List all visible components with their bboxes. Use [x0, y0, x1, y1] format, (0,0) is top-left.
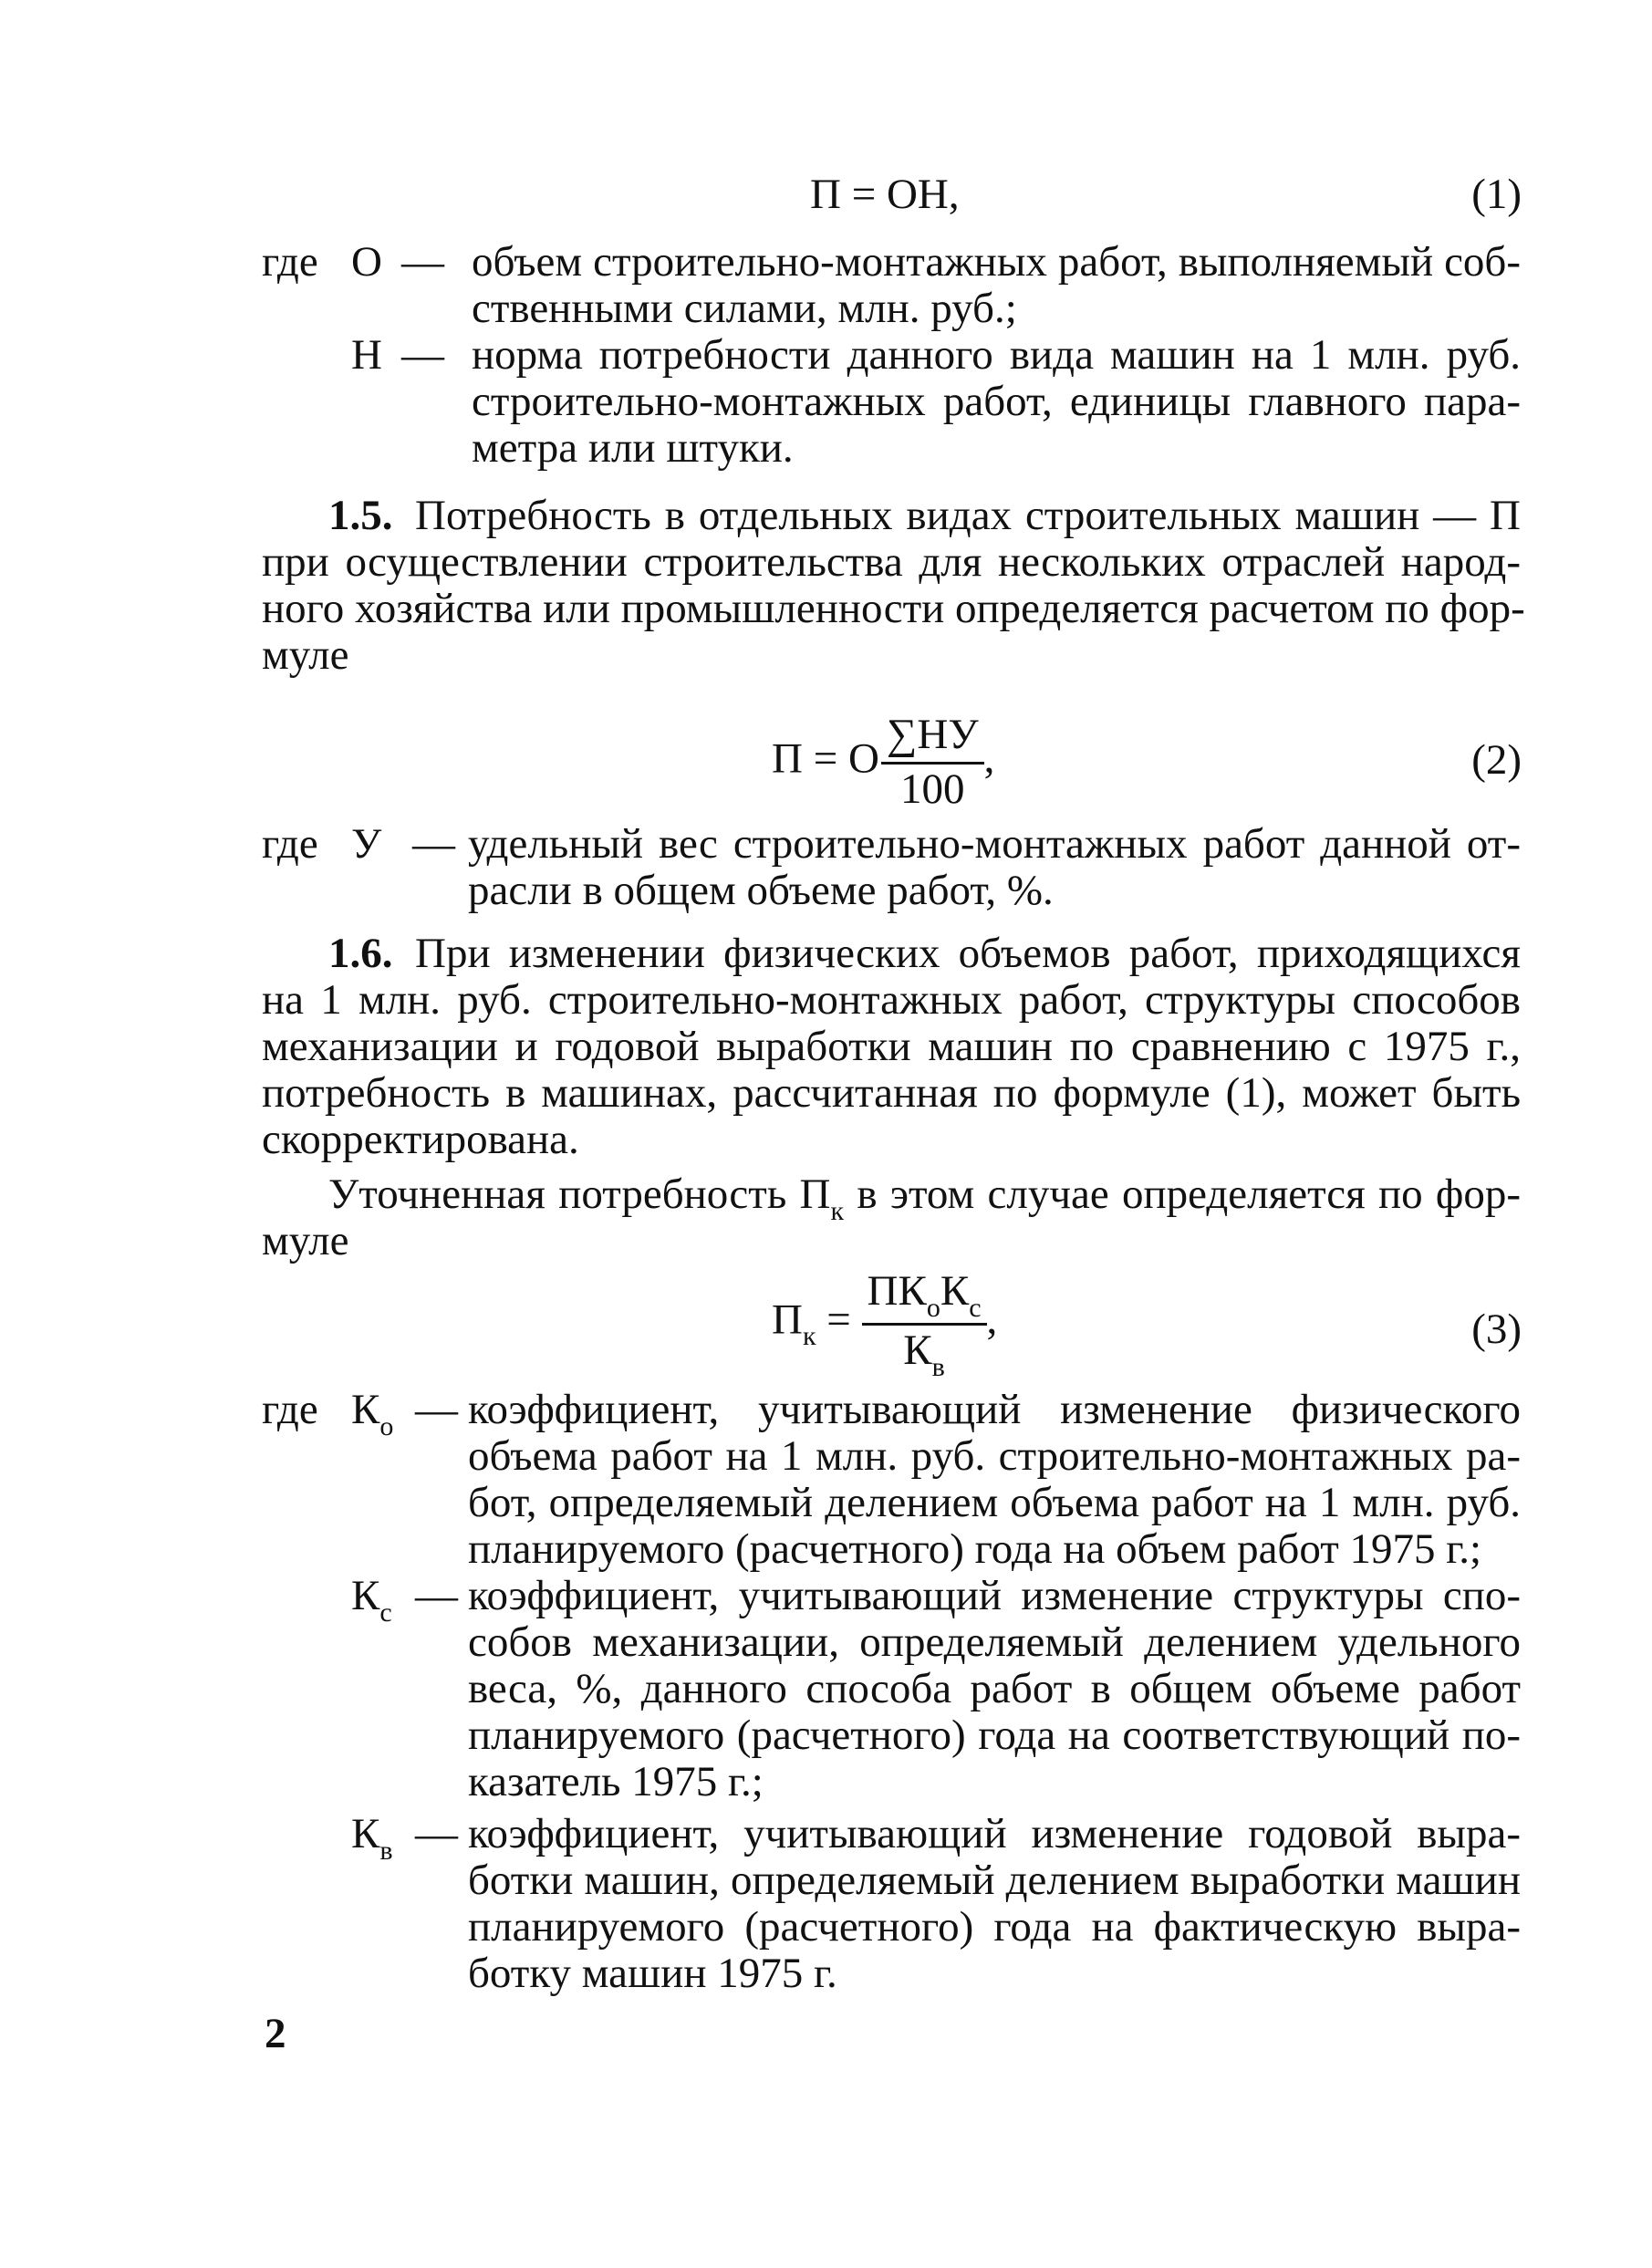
def-3-symbol: У — [351, 820, 382, 868]
def-2-line-1: норма потребности данного вида машин на 1 млн. руб. — [472, 331, 1521, 379]
def-2-symbol: Н — [351, 331, 382, 379]
def-3-prefix: где — [262, 820, 318, 868]
refined-pre: Уточненная потребность П — [328, 1170, 831, 1218]
def-2-line-3: метра или штуки. — [472, 424, 794, 472]
def-4-line-3: бот, определяемый делением объема работ на 1 млн. руб. — [468, 1479, 1521, 1526]
def-4-line-1: коэффициент, учитывающий изменение физического — [468, 1386, 1521, 1433]
para-1-6-line-4: потребность в машинах, рассчитанная по формуле (1), может быть — [262, 1069, 1521, 1117]
formula-2-trail: , — [983, 734, 995, 783]
def-5-line-1: коэффициент, учитывающий изменение структуры спо- — [468, 1572, 1521, 1619]
para-1-5-line-2: при осуществлении строительства для нескольких отраслей народ- — [262, 538, 1521, 586]
formula-3-trail: , — [986, 1295, 998, 1344]
formula-1-number: (1) — [1471, 171, 1522, 218]
def-2-dash: — — [401, 331, 444, 379]
refined-sub: к — [830, 1196, 845, 1226]
formula-3-lhs-sub: к — [802, 1321, 816, 1352]
def-3-line-2: расли в общем объеме работ, %. — [468, 867, 1054, 914]
def-6-line-1: коэффициент, учитывающий изменение годовой выра- — [468, 1810, 1521, 1857]
formula-1-trail: , — [948, 171, 960, 218]
formula-3-numerator: $ПК_оК_с$ — [862, 1268, 987, 1326]
para-1-5-number: 1.5. — [328, 492, 393, 539]
def-4-dash: — — [415, 1386, 458, 1433]
refined-line-1 — [328, 1170, 1522, 1226]
formula-2-factor: О — [847, 734, 879, 783]
para-1-5-line-3: ного хозяйства или промышленности определяется расчетом по фор- — [262, 585, 1525, 632]
def-5-line-2: собов механизации, определяемый делением удельного — [468, 1618, 1521, 1666]
def-5-line-3: веса, %, данного способа работ в общем объеме работ — [468, 1665, 1521, 1712]
formula-1-lhs: П — [810, 171, 841, 218]
def-1-dash: — — [401, 238, 444, 286]
formula-2 — [772, 712, 994, 813]
def-5-symbol: $К_с$ — [351, 1572, 392, 1628]
def-1-line-2: ственными силами, млн. руб.; — [472, 285, 1017, 332]
def-1-symbol: О — [351, 238, 382, 286]
def-4-prefix: где — [262, 1386, 318, 1433]
refined-line-2: муле — [262, 1217, 349, 1264]
para-1-6-number: 1.6. — [328, 930, 393, 977]
def-4-line-2: объема работ на 1 млн. руб. строительно-монтажных ра- — [468, 1432, 1521, 1480]
def-4-line-4: планируемого (расчетного) года на объем работ 1975 г.; — [468, 1525, 1482, 1573]
def-6-symbol: $К_в$ — [351, 1810, 393, 1866]
def-3-dash: — — [412, 820, 455, 868]
def-6-line-2: ботки машин, определяемый делением выработки машин — [468, 1857, 1521, 1904]
def-6-line-3: планируемого (расчетного) года на фактическую выра- — [468, 1903, 1521, 1951]
def-6-line-4: ботку машин 1975 г. — [468, 1950, 837, 1997]
para-1-5-line-1: Потребность в отдельных видах строительных машин — П — [415, 492, 1521, 539]
formula-2-lhs: П — [772, 734, 803, 783]
def-1-line-1: объем строительно-монтажных работ, выполняемый соб- — [472, 238, 1521, 286]
formula-2-number: (2) — [1471, 736, 1522, 784]
def-5-line-5: казатель 1975 г.; — [468, 1758, 764, 1805]
refined-post: в этом случае определяется по фор- — [857, 1170, 1522, 1218]
formula-2-fraction — [881, 712, 984, 813]
def-6-dash: — — [415, 1810, 458, 1857]
para-1-6-line-5: скорректирована. — [262, 1116, 579, 1163]
def-1-prefix: где — [262, 238, 318, 286]
para-1-6-line-1: При изменении физических объемов работ, приходящихся — [415, 930, 1521, 977]
formula-1 — [810, 172, 960, 218]
formula-3-lhs: П — [772, 1295, 803, 1344]
formula-2-denominator: 100 — [900, 765, 965, 813]
page-number: 2 — [265, 2010, 286, 2057]
formula-1-equals: = — [851, 171, 877, 218]
formula-3-equals: = — [826, 1295, 851, 1344]
formula-3-denominator: $К_в$ — [903, 1326, 945, 1382]
formula-3-fraction — [862, 1267, 987, 1382]
formula-1-rhs: ОН — [886, 171, 949, 218]
def-3-line-1: удельный вес строительно-монтажных работ данной от- — [468, 820, 1521, 868]
para-1-6-line-3: механизации и годовой выработки машин по сравнению с 1975 г., — [262, 1023, 1521, 1070]
formula-2-equals: = — [813, 734, 838, 783]
formula-2-numerator: ∑НУ — [881, 712, 984, 765]
para-1-6-line-2: на 1 млн. руб. строительно-монтажных работ, структуры способов — [262, 976, 1521, 1024]
def-5-line-4: планируемого (расчетного) года на соответствующий по- — [468, 1711, 1521, 1759]
formula-3-number: (3) — [1471, 1306, 1522, 1353]
def-5-dash: — — [415, 1572, 458, 1619]
para-1-5-line-4: муле — [262, 631, 349, 679]
formula-3 — [772, 1267, 998, 1382]
def-2-line-2: строительно-монтажных работ, единицы главного пара- — [472, 378, 1521, 425]
def-4-symbol: $К_о$ — [351, 1386, 394, 1441]
